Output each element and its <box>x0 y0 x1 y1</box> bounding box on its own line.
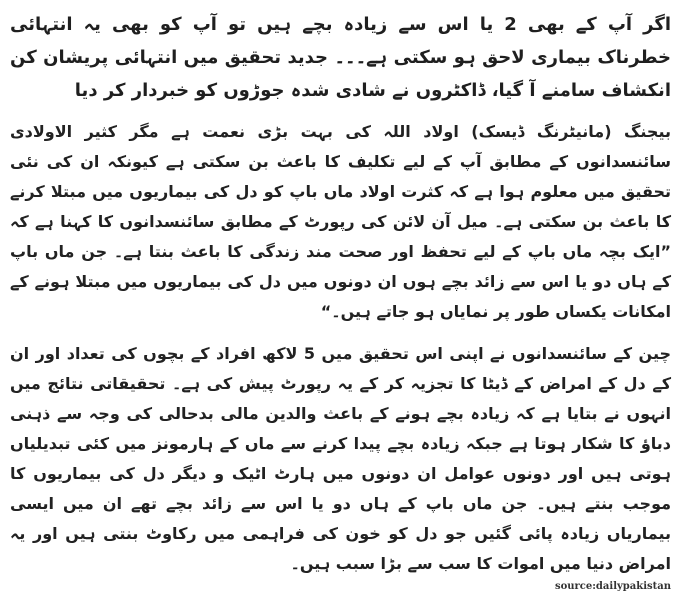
article-headline: اگر آپ کے بھی 2 یا اس سے زیادہ بچے ہیں تو آپ کو بھی یہ انتہائی خطرناک بیماری لاحق ہو سکتی ہے۔۔۔ جدید تحقیق میں انتہائی پریشان کن انکشاف سامنے آ گیا، ڈاکٹروں نے شادی شدہ جوڑوں کو خبردار کر دیا <box>10 14 671 101</box>
source-credit: source:dailypakistan <box>554 581 671 592</box>
article-paragraph: بیجنگ (مانیٹرنگ ڈیسک) اولاد اللہ کی بہت بڑی نعمت ہے مگر کثیر الاولادی سائنسدانوں کے مطابق آپ کے لیے تکلیف کا باعث بن سکتی ہے کیونکہ ان کی نئی تحقیق میں معلوم ہوا ہے کہ کثرت اولاد ماں باپ کو دل کی بیماریوں میں مبتلا کرنے کا باعث بن سکتی ہے۔ میل آن لائن کی رپورٹ کے مطابق سائنسدانوں کا کہنا ہے کہ ”ایک بچہ ماں باپ کے لیے تحفظ اور صحت مند زندگی کا باعث بنتا ہے۔ جن ماں باپ کے ہاں دو یا اس سے زائد بچے ہوں ان دونوں میں دل کی بیماریوں میں مبتلا ہونے کے امکانات یکساں طور پر نمایاں ہو جاتے ہیں۔“ <box>10 122 672 321</box>
news-article <box>10 8 671 596</box>
article-paragraph: چین کے سائنسدانوں نے اپنی اس تحقیق میں 5 لاکھ افراد کے بچوں کی تعداد اور ان کے دل کے امراض کے ڈیٹا کا تجزیہ کر کے یہ رپورٹ پیش کی ہے۔ تحقیقاتی نتائج میں انہوں نے بتایا ہے کہ زیادہ بچے ہونے کے باعث والدین مالی بدحالی کی وجہ سے ذہنی دباؤ کا شکار ہوتا ہے جبکہ زیادہ بچے پیدا کرنے سے ماں کے ہارمونز میں کئی تبدیلیاں ہوتی ہیں اور دونوں عوامل ان دونوں میں ہارٹ اٹیک و دیگر دل کی بیماریوں کا موجب بنتے ہیں۔ جن ماں باپ کے ہاں دو یا اس سے زائد بچے تھے ان میں ایسی بیماریاں زیادہ پائی گئیں جو دل کو خون کی فراہمی میں رکاوٹ بنتی ہیں اور یہ امراض دنیا میں اموات کا سب سے بڑا سبب ہیں۔ <box>10 344 672 573</box>
